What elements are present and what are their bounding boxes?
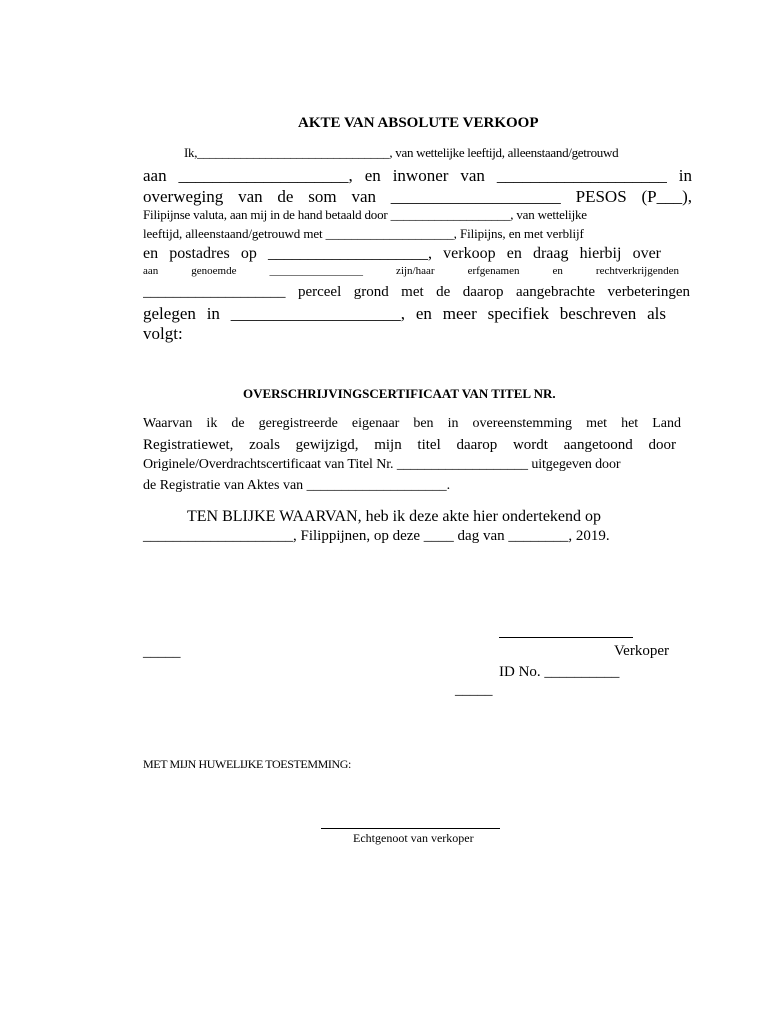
document-title: AKTE VAN ABSOLUTE VERKOOP [298,115,539,131]
paragraph1-line-10: volgt: [143,324,183,343]
seller-label: Verkoper [614,643,669,659]
paragraph1-line-1: Ik,_______________________________, van wettelijke leeftijd, alleenstaand/getrouwd [184,145,619,160]
paragraph2-line-3: Originele/Overdrachtscertificaat van Titel Nr. ___________________ uitgegeven door [143,457,621,472]
consent-heading: MET MIJN HUWELIJKE TOESTEMMING: [143,757,351,771]
bottom-blank: _____ [455,682,493,698]
section-heading: OVERSCHRIJVINGSCERTIFICAAT VAN TITEL NR. [243,386,556,401]
paragraph2-line-1: Waarvan ik de geregistreerde eigenaar ben in overeenstemming met het Land [143,416,681,431]
paragraph1-line-7: aan genoemde _________________ zijn/haar erfgenamen en rechtverkrijgenden [143,265,679,277]
id-number-label: ID No. __________ [499,664,620,680]
witness-line-2: ____________________, Filippijnen, op deze ____ dag van ________, 2019. [143,528,610,544]
paragraph1-line-8: ___________________ perceel grond met de daarop aangebrachte verbeteringen [143,284,690,300]
left-blank: _____ [143,644,181,660]
spouse-label: Echtgenoot van verkoper [353,831,474,845]
paragraph1-line-4: Filipijnse valuta, aan mij in de hand betaald door ___________________, van wettelijke [143,207,587,222]
witness-line-1: TEN BLIJKE WAARVAN, heb ik deze akte hier ondertekend op [187,508,602,525]
paragraph1-line-6: en postadres op ____________________, verkoop en draag hierbij over [143,245,661,262]
paragraph1-line-9: gelegen in ____________________, en meer specifiek beschreven als [143,304,666,323]
seller-signature-line [499,637,633,638]
paragraph1-line-3: overweging van de som van ____________________ PESOS (P___), [143,187,692,206]
paragraph2-line-2: Registratiewet, zoals gewijzigd, mijn titel daarop wordt aangetoond door [143,437,676,453]
paragraph1-line-2: aan ____________________, en inwoner van ____________________ in [143,166,692,185]
paragraph1-line-5: leeftijd, alleenstaand/getrouwd met ____________________, Filipijns, en met verblijf [143,226,584,241]
spouse-signature-line [321,828,500,829]
paragraph2-line-4: de Registratie van Aktes van ____________________. [143,478,451,493]
